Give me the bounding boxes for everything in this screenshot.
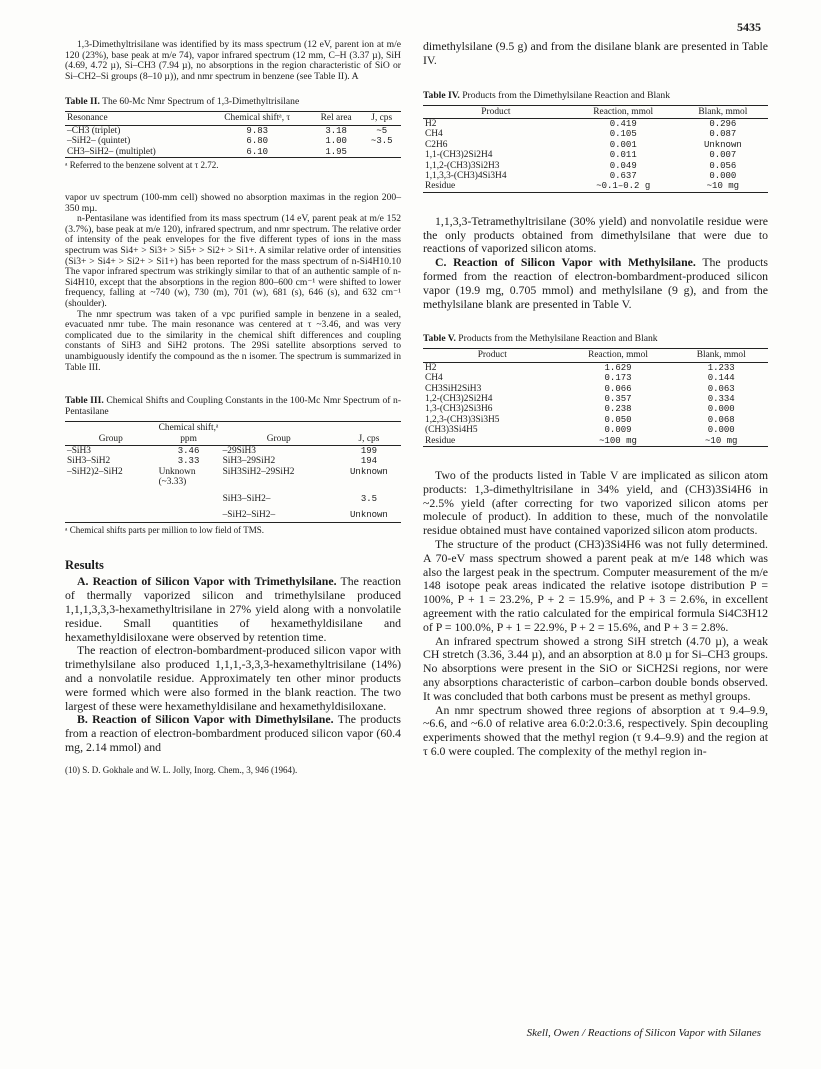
table-row: Residue ~0.1–0.2 g ~10 mg (425, 181, 740, 192)
paragraph: C. Reaction of Silicon Vapor with Methylsilane. The products formed from the reaction of electron-bombardment-produced silicon vapor (19.9 mg, 0.705 mmol) and methylsilane (9 g), and from the methylsilane blank are presented in Table V. (423, 255, 768, 311)
page-number: 5435 (737, 20, 761, 34)
table-row: –SiH3 3.46 –29SiH3 199 (67, 445, 378, 456)
table-iii (65, 395, 401, 536)
paragraph: Two of the products listed in Table V are implicated as silicon atom products: 1,3-dimethyltrisilane in 34% yield, and (CH3)3Si4H6 in ~2.5% yield (after correcting for two vaporized silicon atoms per molecule of product). In addition to these, much of the nonvolatile residue obtained must have contained vaporized silicon atom products. (423, 468, 768, 538)
table-caption: Table IV. Products from the Dimethylsilane Reaction and Blank (423, 89, 671, 101)
table-header: Rel area (310, 112, 363, 125)
paragraph: vapor uv spectrum (100-mm cell) showed no absorption maximas in the region 200–350 mµ. (65, 192, 401, 214)
table-row: CH3–SiH2– (multiplet) 6.10 1.95 (67, 146, 347, 157)
table-row: –SiH2–SiH2– Unknown (222, 509, 388, 520)
paragraph: An infrared spectrum showed a strong SiH stretch (4.70 µ), a weak CH stretch (3.36, 3.44 µ), and an absorption at 8.0 µ for Si–CH3 groups. No absorptions were present in the SiO or SiCH2Si regions, nor were any absorptions characteristic of carbon–carbon double bonds observed. It was concluded that both carbons must be present as methyl groups. (423, 633, 768, 703)
table-caption: Table III. Chemical Shifts and Coupling Constants in the 100-Mc Nmr Spectrum of n-Pentasilane (65, 395, 402, 418)
table-header: Chemical shiftᵃ, τ (205, 112, 310, 125)
table-row: SiH3–SiH2 3.33 SiH3–29SiH2 194 (67, 456, 378, 467)
paragraph: n-Pentasilane was identified from its mass spectrum (14 eV, parent peak at m/e 152 (3.7%), base peak at m/e 120), infrared spectrum, and nmr spectrum. The relative order of intensity of the peak envelopes for the five different types of ions in the mass spectrum was Si4+ > Si3+ > Si5+ > Si2+ > Si1+. A similar relative order of intensities (Si3+ > Si4+ > Si2+ > Si1+) has been reported for the mass spectrum of n-Si4H10.10 The vapor infrared spectrum was strikingly similar to that of an authentic sample of n-Si4H10, except that the absorptions in the region 800–600 cm⁻¹ were shifted to lower frequency, falling at ~740 (w), 730 (m), 701 (w), 681 (s), 646 (s), and 632 cm⁻¹ (shoulder). (65, 213, 401, 309)
table-header: Reaction, mmol (562, 349, 675, 362)
table-footnote: ᵃ Referred to the benzene solvent at τ 2.72. (65, 160, 219, 170)
table-row: 1,1,3,3-(CH3)4Si3H4 0.637 0.000 (425, 171, 737, 182)
table-row: 1,3-(CH3)2Si3H6 0.238 0.000 (425, 404, 735, 415)
table-header: Group (65, 422, 157, 446)
reference: (10) S. D. Gokhale and W. L. Jolly, Inorg. Chem., 3, 946 (1964). (65, 764, 298, 775)
table-v (423, 333, 768, 447)
table-row: CH4 0.173 0.144 (425, 373, 735, 384)
table-header: Group (221, 422, 337, 446)
paragraph: 1,1,3,3-Tetramethyltrisilane (30% yield) and nonvolatile residue were the only products obtained from dimethylsilane that were due to reactions of vaporized silicon atoms. (423, 213, 768, 256)
paragraph: dimethylsilane (9.5 g) and from the disilane blank are presented in Table IV. (423, 39, 768, 67)
table-row: (CH3)3Si4H5 0.009 0.000 (425, 425, 735, 436)
table-caption: Table II. The 60-Mc Nmr Spectrum of 1,3-Dimethyltrisilane (65, 96, 300, 108)
paragraph: 1,3-Dimethyltrisilane was identified by its mass spectrum (12 eV, parent ion at m/e 120 (23%), base peak at m/e 74), vapor infrared spectrum (12 mm, C–H (3.37 µ), SiH (4.69, 4.72 µ), Si–CH3 (7.94 µ), no absorptions in the region characteristic of SiO or Si–CH2–Si groups (8–10 µ)), and nmr spectrum in benzene (see Table II). A (65, 39, 401, 82)
table-row: –SiH2– (quintet) 6.80 1.00 ~3.5 (67, 136, 393, 147)
paragraph: A. Reaction of Silicon Vapor with Trimethylsilane. The reaction of thermally vaporized silicon and trimethylsilane produced 1,1,1,3,3,3-hexamethyltrisilane in 27% yield along with a nonvolatile residue. Small quantities of hexamethyldisilane and hexamethyldisiloxane were observed by retention time. (65, 574, 401, 644)
table-header: Blank, mmol (678, 105, 768, 118)
section-heading: Results (65, 558, 104, 573)
table-row: SiH3–SiH2– 3.5 (222, 493, 378, 504)
table-ii (65, 96, 401, 171)
paragraph: B. Reaction of Silicon Vapor with Dimethylsilane. The products from a reaction of electron-bombardment produced silicon vapor (60.4 mg, 2.14 mmol) and (65, 712, 401, 754)
table-row: C2H6 0.001 Unknown (425, 139, 742, 150)
table-row: Residue ~100 mg ~10 mg (425, 435, 738, 446)
table-header: J, cps (337, 422, 401, 446)
paragraph: An nmr spectrum showed three regions of absorption at τ 9.4–9.9, ~6.6, and ~6.0 of relative area 6.0:2.0:3.6, respectively. Spin decoupling experiments showed that the methyl region (τ 9.4–9.9) and the region at τ 6.0 were coupled. The complexity of the methyl region in- (423, 702, 768, 759)
table-row: CH3SiH2SiH3 0.066 0.063 (425, 383, 735, 394)
table-header: Product (423, 349, 562, 362)
table-row: H2 1.629 1.233 (425, 362, 735, 373)
running-footer: Skell, Owen / Reactions of Silicon Vapor with Silanes (526, 1027, 761, 1039)
table-footnote: ᵃ Chemical shifts parts per million to low field of TMS. (65, 525, 265, 536)
table-iv (423, 90, 768, 193)
table-header: Chemical shift,ᵃ ppm (157, 422, 221, 446)
table-row: –SiH2)2–SiH2 Unknown (~3.33) SiH3SiH2–29SiH2 Unknown (67, 466, 388, 488)
table-header: Reaction, mmol (569, 105, 678, 118)
table-row: –CH3 (triplet) 9.83 3.18 ~5 (67, 125, 388, 136)
paragraph: The structure of the product (CH3)3Si4H6 was not fully determined. A 70-eV mass spectrum showed a parent peak at m/e 148 which was also the largest peak in the spectrum. Computer measurement of the m/e 148 isotope peak areas indicated the relative isotope distribution P = 100%, P + 1 = 23.2%, P + 2 = 15.9%, and P + 3 = 2.6%, in excellent agreement with the ratio calculated for the empirical formula Si4C3H12 of P = 100.0%, P + 1 = 22.9%, P + 2 = 15.6%, and P + 3 = 2.8%. (423, 537, 768, 634)
table-row: 1,1-(CH3)2Si2H4 0.011 0.007 (425, 150, 737, 161)
table-header: J, cps (362, 112, 401, 125)
paragraph: The nmr spectrum was taken of a vpc purified sample in benzene in a sealed, evacuated nmr tube. The main resonance was centered at τ ~3.46, and was very complicated due to the similarity in the chemical shift differences and coupling constants of SiH3 and SiH2 protons. The 29Si satellite absorptions served to unambiguously identify the compound as the n isomer. The spectrum is summarized in Table III. (65, 308, 401, 373)
table-header: Resonance (65, 112, 205, 125)
right-column (423, 40, 768, 759)
table-row: CH4 0.105 0.087 (425, 129, 737, 140)
paragraph: The reaction of electron-bombardment-produced silicon vapor with trimethylsilane also produced 1,1,1,-3,3,3-hexamethyltrisilane (14%) and a nonvolatile residue. Approximately ten other minor products were formed which were also formed in the blank reaction. The two largest of these were hexamethyldisilane and hexamethyldisiloxane. (65, 643, 401, 713)
table-row: 1,2-(CH3)2Si2H4 0.357 0.334 (425, 394, 735, 405)
table-row: H2 0.419 0.296 (425, 119, 737, 129)
table-header: Product (423, 105, 569, 118)
table-header: Blank, mmol (674, 349, 768, 362)
left-column (65, 40, 401, 776)
table-row: 1,1,2-(CH3)3Si2H3 0.049 0.056 (425, 160, 737, 171)
table-row: 1,2,3-(CH3)3Si3H5 0.050 0.068 (425, 414, 735, 425)
table-caption: Table V. Products from the Methylsilane Reaction and Blank (423, 333, 658, 345)
